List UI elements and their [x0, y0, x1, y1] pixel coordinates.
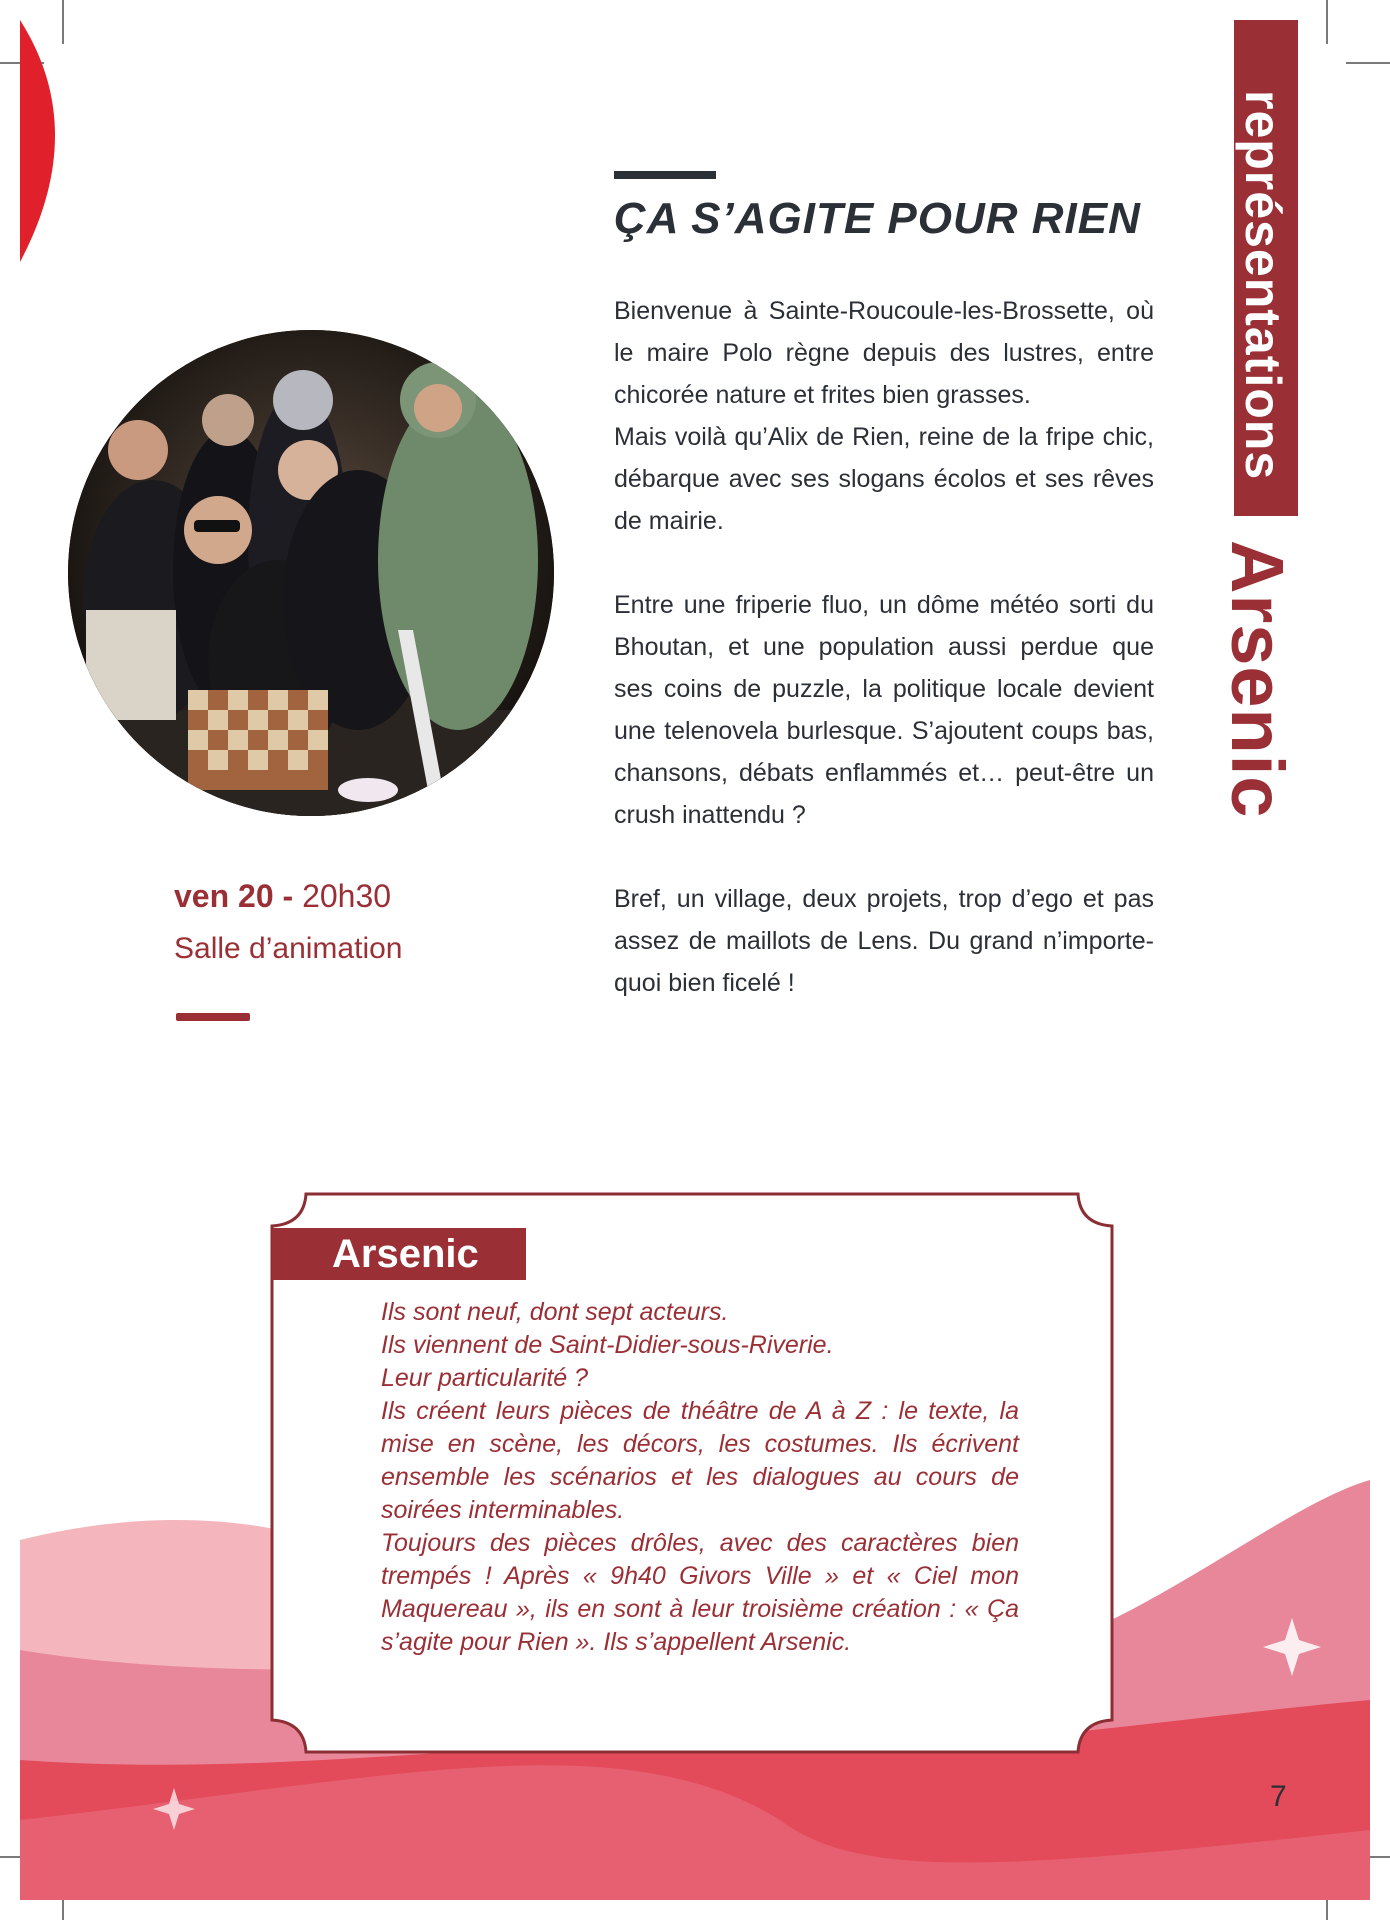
show-description — [614, 290, 1154, 1004]
bio-line: Ils créent leurs pièces de théâtre de A à Z : le texte, la mise en scène, les décors, les costumes. Ils écrivent ensemble les scénarios et les dialogues au cours de soirées interminables. — [381, 1397, 1019, 1524]
company-name-vertical: Arsenic — [1216, 540, 1299, 819]
page-number: 7 — [1270, 1780, 1287, 1813]
description-paragraph — [614, 290, 1154, 542]
description-paragraph: Bref, un village, deux projets, trop d’ego et pas assez de maillots de Lens. Du grand n’importe-quoi bien ficelé ! — [614, 885, 1154, 997]
date-rule — [176, 1013, 250, 1021]
bio-line: Ils sont neuf, dont sept acteurs. — [381, 1298, 729, 1326]
red-arc-decoration — [0, 0, 80, 270]
bio-heading: Arsenic — [272, 1228, 526, 1280]
bio-line: Leur particularité ? — [381, 1364, 589, 1392]
show-title: ÇA S’AGITE POUR RIEN — [614, 194, 1141, 243]
date-separator: - — [273, 878, 303, 914]
show-date — [174, 878, 391, 915]
crop-mark — [1326, 0, 1328, 44]
show-venue: Salle d’animation — [174, 932, 403, 965]
description-text: Bienvenue à Sainte-Roucoule-les-Brossette, où le maire Polo règne depuis des lustres, entre chicorée nature et frites bien grasses. — [614, 297, 1154, 409]
show-day: ven 20 — [174, 878, 274, 914]
show-time: 20h30 — [302, 878, 392, 914]
bio-line: Toujours des pièces drôles, avec des caractères bien trempés ! Après « 9h40 Givors Ville » et « Ciel mon Maquereau », ils en sont à leur troisième création : « Ça s’agite pour Rien ». Ils s’appellent Arsenic. — [381, 1529, 1019, 1656]
description-paragraph: Entre une friperie fluo, un dôme météo sorti du Bhoutan, et une population aussi perdue que ses coins de puzzle, la politique locale devient une telenovela burlesque. S’ajoutent coups bas, chansons, débats enflammés et… peut-être un crush inattendu ? — [614, 591, 1154, 829]
bio-text — [381, 1296, 1019, 1659]
title-rule — [614, 171, 716, 179]
category-label: représentations — [1235, 90, 1291, 481]
description-text: Mais voilà qu’Alix de Rien, reine de la fripe chic, débarque avec ses slogans écolos et ses rêves de mairie. — [614, 423, 1154, 535]
crop-mark — [1346, 62, 1390, 64]
bio-line: Ils viennent de Saint-Didier-sous-Riverie. — [381, 1331, 834, 1359]
troupe-photo — [68, 330, 554, 816]
